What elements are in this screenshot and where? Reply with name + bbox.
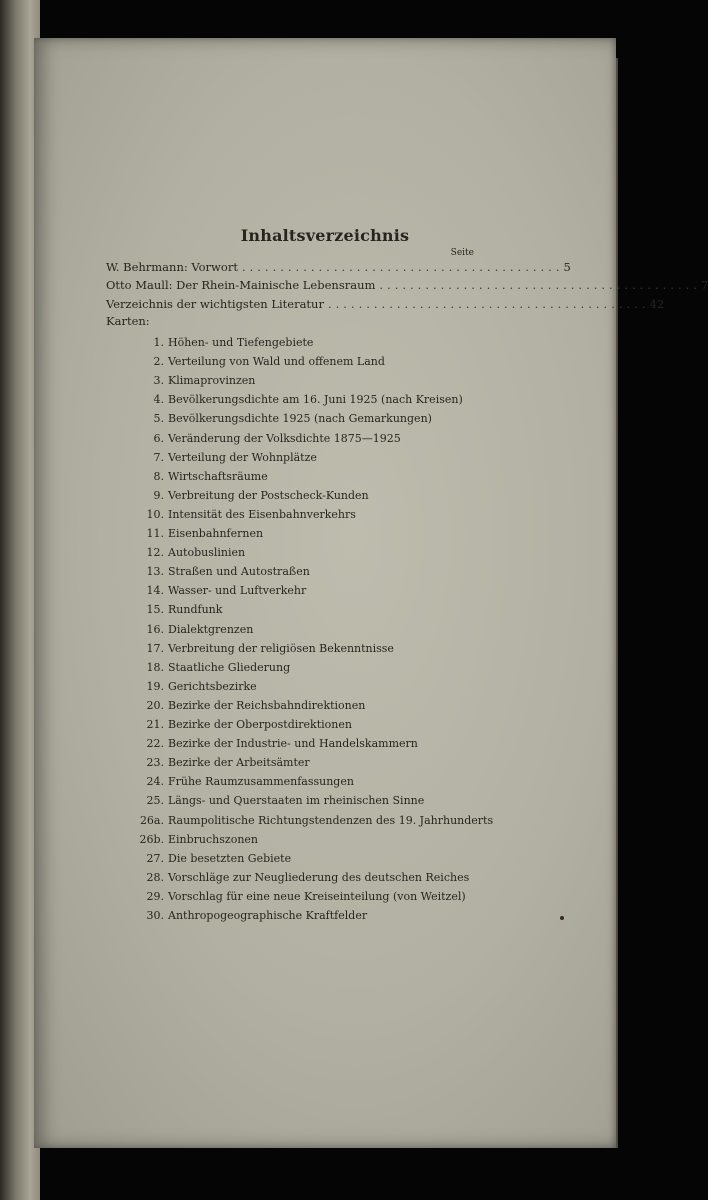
map-number: 26b.	[139, 832, 164, 846]
toc-title: Inhaltsverzeichnis	[240, 226, 410, 245]
map-list-item	[140, 468, 570, 486]
paper-speck	[560, 916, 564, 920]
map-number: 11.	[146, 527, 164, 540]
map-number: 2.	[153, 355, 164, 369]
map-title: Anthropogeographische Kraftfelder	[168, 909, 368, 922]
map-number: 27.	[146, 851, 164, 865]
map-list-item	[140, 812, 570, 830]
page-column-header: Seite	[450, 248, 474, 258]
map-title: Vorschlag für eine neue Kreiseinteilung (von Weitzel)	[168, 889, 466, 903]
map-list-item	[140, 907, 570, 925]
map-title: Staatliche Gliederung	[168, 660, 291, 674]
map-number: 16.	[146, 622, 164, 636]
map-title: Straßen und Autostraßen	[168, 565, 310, 579]
map-list-item	[140, 487, 570, 505]
map-title: Vorschläge zur Neugliederung des deutschen Reiches	[168, 870, 470, 884]
map-number: 29.	[146, 889, 164, 903]
map-title: Verbreitung der religiösen Bekenntnisse	[168, 641, 394, 655]
book-page	[34, 38, 708, 1148]
map-number: 20.	[146, 698, 164, 712]
map-number: 22.	[146, 737, 164, 751]
map-number: 28.	[146, 870, 164, 884]
map-title: Eisenbahnfernen	[168, 527, 264, 540]
map-title: Raumpolitische Richtungstendenzen des 19. Jahrhunderts	[168, 813, 494, 827]
map-list-item	[140, 716, 570, 734]
leader-dots: ..........................................	[241, 260, 564, 274]
map-list-item	[140, 449, 570, 467]
map-title: Bezirke der Industrie- und Handelskammern	[168, 737, 418, 751]
map-title: Autobuslinien	[168, 546, 246, 560]
map-list-item	[140, 869, 570, 887]
map-title: Frühe Raumzusammenfassungen	[168, 775, 354, 789]
map-number: 18.	[146, 660, 164, 674]
map-title: Bevölkerungsdichte 1925 (nach Gemarkungen)	[168, 412, 432, 426]
map-list-item	[140, 601, 570, 619]
map-number: 26a.	[139, 813, 164, 827]
map-list-item	[140, 334, 570, 352]
map-title: Wirtschaftsräume	[168, 469, 268, 483]
toc-entry-label: W. Behrmann: Vorwort	[106, 260, 238, 274]
map-number: 14.	[146, 584, 164, 598]
map-title: Dialektgrenzen	[168, 622, 254, 636]
map-title: Gerichtsbezirke	[168, 679, 257, 693]
toc-entry	[106, 276, 708, 294]
map-number: 8.	[153, 469, 164, 483]
map-list-item	[140, 735, 570, 753]
map-number: 24.	[146, 775, 164, 789]
map-list-item	[140, 888, 570, 906]
map-title: Klimaprovinzen	[168, 374, 256, 388]
leader-dots: ..........................................	[379, 278, 701, 292]
map-list-item	[140, 850, 570, 868]
map-title: Verteilung von Wald und offenem Land	[168, 355, 385, 369]
map-list-item	[140, 640, 570, 658]
map-list-item	[140, 525, 570, 543]
map-list-item	[140, 372, 570, 390]
toc-entry-label: Verzeichnis der wichtigsten Literatur	[106, 297, 324, 311]
map-list-item	[140, 659, 570, 677]
map-list-item	[140, 353, 570, 371]
map-number: 6.	[153, 431, 164, 445]
map-number: 7.	[153, 450, 164, 464]
map-list-item	[140, 582, 570, 600]
toc-entry-label: Otto Maull: Der Rhein-Mainische Lebensraum	[106, 278, 376, 292]
map-number: 12.	[146, 546, 164, 560]
map-number: 25.	[146, 794, 164, 808]
map-list-item	[140, 430, 570, 448]
map-number: 15.	[146, 603, 164, 617]
map-number: 13.	[146, 565, 164, 579]
map-number: 30.	[146, 909, 164, 922]
leader-dots: ..........................................	[327, 297, 650, 311]
map-title: Rundfunk	[168, 603, 223, 617]
map-title: Bezirke der Oberpostdirektionen	[168, 718, 352, 731]
map-number: 9.	[153, 488, 164, 502]
map-title: Veränderung der Volksdichte 1875—1925	[168, 431, 401, 445]
map-title: Wasser- und Luftverkehr	[168, 584, 307, 598]
toc-entry	[106, 258, 571, 276]
map-title: Die besetzten Gebiete	[168, 851, 292, 865]
map-title: Einbruchszonen	[168, 832, 259, 846]
maps-heading: Karten:	[106, 314, 150, 328]
map-number: 3.	[153, 374, 164, 388]
map-list-item	[140, 754, 570, 772]
map-number: 1.	[153, 336, 164, 349]
map-title: Bevölkerungsdichte am 16. Juni 1925 (nach Kreisen)	[168, 393, 463, 407]
toc-entry-page: 7	[700, 278, 708, 292]
toc-entry-page: 5	[563, 260, 571, 274]
map-number: 17.	[146, 641, 164, 655]
toc-entry	[106, 295, 665, 313]
map-list-item	[140, 391, 570, 409]
toc-entry-page: 42	[649, 297, 665, 311]
map-number: 21.	[146, 718, 164, 731]
map-list-item	[140, 678, 570, 696]
map-title: Höhen- und Tiefengebiete	[168, 336, 314, 349]
map-title: Intensität des Eisenbahnverkehrs	[168, 507, 356, 521]
map-title: Längs- und Querstaaten im rheinischen Sinne	[168, 794, 425, 808]
map-number: 19.	[146, 679, 164, 693]
map-list-item	[140, 410, 570, 428]
map-number: 23.	[146, 756, 164, 770]
map-number: 5.	[153, 412, 164, 426]
map-list-item	[140, 773, 570, 791]
map-list-item	[140, 506, 570, 524]
map-list-item	[140, 792, 570, 810]
map-title: Verteilung der Wohnplätze	[168, 450, 317, 464]
map-list-item	[140, 544, 570, 562]
map-number: 4.	[153, 393, 164, 407]
map-title: Bezirke der Arbeitsämter	[168, 756, 310, 770]
map-list-item	[140, 563, 570, 581]
map-list-item	[140, 697, 570, 715]
map-title: Bezirke der Reichsbahndirektionen	[168, 698, 366, 712]
map-list-item	[140, 831, 570, 849]
map-list-item	[140, 621, 570, 639]
map-number: 10.	[146, 507, 164, 521]
map-title: Verbreitung der Postscheck-Kunden	[168, 488, 369, 502]
